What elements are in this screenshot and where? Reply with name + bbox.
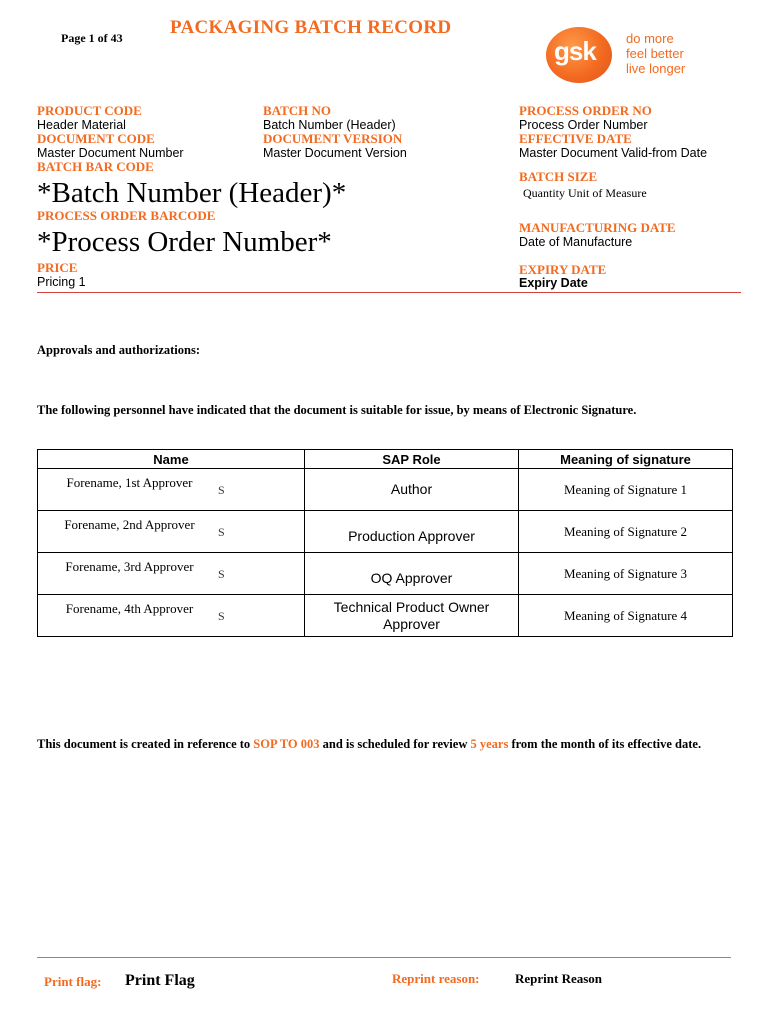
approver-name-cell (38, 469, 305, 511)
reprint-reason-value: Reprint Reason (515, 971, 603, 986)
sap-role: Production Approver (348, 528, 475, 544)
logo-text: gsk (554, 36, 596, 66)
truncated-text: S (218, 483, 225, 497)
document-version-value: Master Document Version (263, 146, 407, 160)
batch-barcode-value: *Batch Number (Header)* (37, 177, 347, 209)
expiry-date-label: EXPIRY DATE (519, 262, 607, 277)
sap-role-cell (305, 511, 519, 553)
print-flag-value: Print Flag (125, 972, 195, 989)
approvals-heading: Approvals and authorizations: (37, 343, 200, 357)
product-code-value: Header Material (37, 118, 126, 132)
price-label: PRICE (37, 260, 78, 275)
logo-tagline (626, 31, 685, 76)
print-flag-label: Print flag: (44, 974, 102, 989)
column-header-sap-role: SAP Role (305, 450, 519, 469)
tagline-line-2: feel better (626, 46, 684, 61)
batch-size-value: Quantity Unit of Measure (523, 186, 647, 200)
footer-divider (37, 957, 731, 958)
process-order-barcode-label: PROCESS ORDER BARCODE (37, 208, 216, 223)
reference-paragraph (37, 736, 732, 753)
sap-role: Technical Product Owner Approver (333, 598, 490, 632)
document-code-label: DOCUMENT CODE (37, 131, 155, 146)
reference-text-2: and is scheduled for review (322, 737, 468, 751)
price-value: Pricing 1 (37, 275, 86, 289)
approver-name: Forename, 2nd Approver (64, 517, 195, 532)
batch-no-value: Batch Number (Header) (263, 118, 396, 132)
approver-name: Forename, 3rd Approver (65, 559, 194, 574)
approver-name-cell (38, 553, 305, 595)
reference-text-3: from the month of its effective date. (511, 737, 702, 751)
column-header-meaning: Meaning of signature (519, 450, 733, 469)
meaning-cell (519, 595, 733, 637)
column-header-name: Name (38, 450, 305, 469)
approver-name: Forename, 1st Approver (66, 475, 193, 490)
process-order-no-label: PROCESS ORDER NO (519, 103, 652, 118)
table-row (38, 469, 733, 511)
effective-date-label: EFFECTIVE DATE (519, 131, 632, 146)
process-order-barcode-value: *Process Order Number* (37, 226, 332, 258)
signature-meaning: Meaning of Signature 1 (563, 481, 688, 497)
meaning-cell (519, 469, 733, 511)
signature-meaning: Meaning of Signature 3 (563, 565, 688, 581)
effective-date-value: Master Document Valid-from Date (519, 146, 708, 160)
header-divider (37, 292, 741, 293)
reference-text-1: This document is created in reference to (37, 737, 251, 751)
approver-name-cell (38, 595, 305, 637)
page-number: Page 1 of 43 (61, 31, 123, 45)
document-title: PACKAGING BATCH RECORD (170, 17, 452, 38)
truncated-text: S (218, 567, 225, 581)
table-row (38, 553, 733, 595)
meaning-cell (519, 511, 733, 553)
sap-role-cell (305, 595, 519, 637)
sop-reference: SOP TO 003 (253, 737, 320, 751)
batch-bar-code-label: BATCH BAR CODE (37, 159, 154, 174)
approvals-table (37, 449, 733, 637)
tagline-line-1: do more (626, 31, 674, 46)
document-code-value: Master Document Number (37, 146, 184, 160)
batch-no-label: BATCH NO (263, 103, 332, 118)
gsk-logo (546, 27, 696, 83)
process-order-no-value: Process Order Number (519, 118, 648, 132)
signature-meaning: Meaning of Signature 4 (563, 607, 688, 623)
sap-role-cell (305, 469, 519, 511)
table-header-row (38, 450, 733, 469)
tagline-line-3: live longer (626, 61, 686, 76)
approver-name: Forename, 4th Approver (65, 601, 194, 616)
review-period: 5 years (470, 737, 509, 751)
reprint-reason-label: Reprint reason: (392, 971, 480, 986)
sap-role: Author (390, 481, 433, 497)
signature-meaning: Meaning of Signature 2 (563, 523, 688, 539)
document-version-label: DOCUMENT VERSION (263, 131, 403, 146)
meaning-cell (519, 553, 733, 595)
expiry-date-value: Expiry Date (519, 276, 588, 290)
sap-role-cell (305, 553, 519, 595)
truncated-text: S (218, 609, 225, 623)
table-row (38, 511, 733, 553)
table-row (38, 595, 733, 637)
approver-name-cell (38, 511, 305, 553)
product-code-label: PRODUCT CODE (37, 103, 142, 118)
personnel-statement: The following personnel have indicated that the document is suitable for issue, by means of Electronic Signature. (37, 403, 637, 417)
truncated-text: S (218, 525, 225, 539)
batch-size-label: BATCH SIZE (519, 169, 598, 184)
sap-role: OQ Approver (370, 570, 453, 586)
manufacturing-date-label: MANUFACTURING DATE (519, 220, 676, 235)
manufacturing-date-value: Date of Manufacture (519, 235, 633, 249)
